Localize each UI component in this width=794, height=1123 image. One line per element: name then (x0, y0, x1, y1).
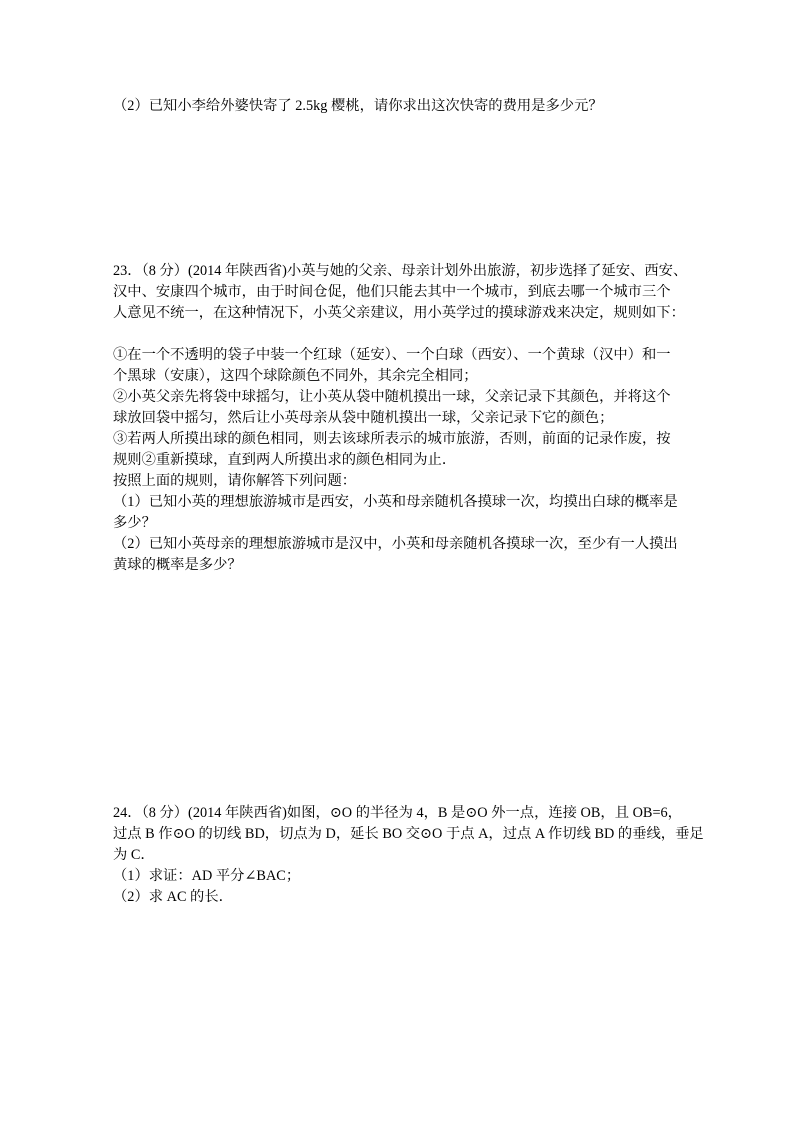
text-line: 规则②重新摸球，直到两人所摸出求的颜色相同为止． (113, 452, 457, 468)
text-line: 23．（8 分）(2014 年陕西省)小英与她的父亲、母亲计划外出旅游，初步选择了延安、西安、 (113, 263, 688, 279)
text-line: （2）已知小英母亲的理想旅游城市是汉中，小英和母亲随机各摸球一次，至少有一人摸出 (113, 536, 678, 552)
text-line: 汉中、安康四个城市，由于时间仓促，他们只能去其中一个城市，到底去哪一个城市三个 (113, 284, 671, 300)
text-line: ③若两人所摸出球的颜色相同，则去该球所表示的城市旅游，否则，前面的记录作废，按 (113, 431, 671, 447)
text-line: 黄球的概率是多少？ (113, 557, 242, 573)
question-22-part-2-text (113, 96, 713, 117)
text-line: 过点 B 作⊙O 的切线 BD，切点为 D，延长 BO 交⊙O 于点 A，过点 A 作切线 BD 的垂线，垂足 (113, 826, 704, 842)
text-line: 为 C． (113, 847, 155, 863)
text-line: ②小英父亲先将袋中球摇匀，让小英从袋中随机摸出一球，父亲记录下其颜色，并将这个 (113, 389, 671, 405)
question-23-text (113, 261, 713, 576)
text-line: 多少？ (113, 515, 156, 531)
text-line: 人意见不统一，在这种情况下，小英父亲建议，用小英学过的摸球游戏来决定，规则如下： (113, 305, 685, 321)
text-line: 24．（8 分）(2014 年陕西省)如图，⊙O 的半径为 4，B 是⊙O 外一点，连接 OB，且 OB=6， (113, 805, 682, 821)
text-line: （1）已知小英的理想旅游城市是西安，小英和母亲随机各摸球一次，均摸出白球的概率是 (113, 494, 678, 510)
text-line: （2）求 AC 的长． (113, 889, 233, 905)
text-line: （1）求证：AD 平分∠BAC； (113, 868, 301, 884)
text-line: 按照上面的规则，请你解答下列问题： (113, 473, 357, 489)
question-24-text (113, 803, 713, 908)
text-line: ①在一个不透明的袋子中装一个红球（延安）、一个白球（西安）、一个黄球（汉中）和一 (113, 347, 671, 363)
text-line: 个黑球（安康），这四个球除颜色不同外，其余完全相同； (113, 368, 478, 384)
text-line (113, 324, 713, 345)
text-line: 球放回袋中摇匀，然后让小英母亲从袋中随机摸出一球，父亲记录下它的颜色； (113, 410, 614, 426)
text-line: （2）已知小李给外婆快寄了 2.5kg 樱桃，请你求出这次快寄的费用是多少元？ (113, 98, 603, 114)
